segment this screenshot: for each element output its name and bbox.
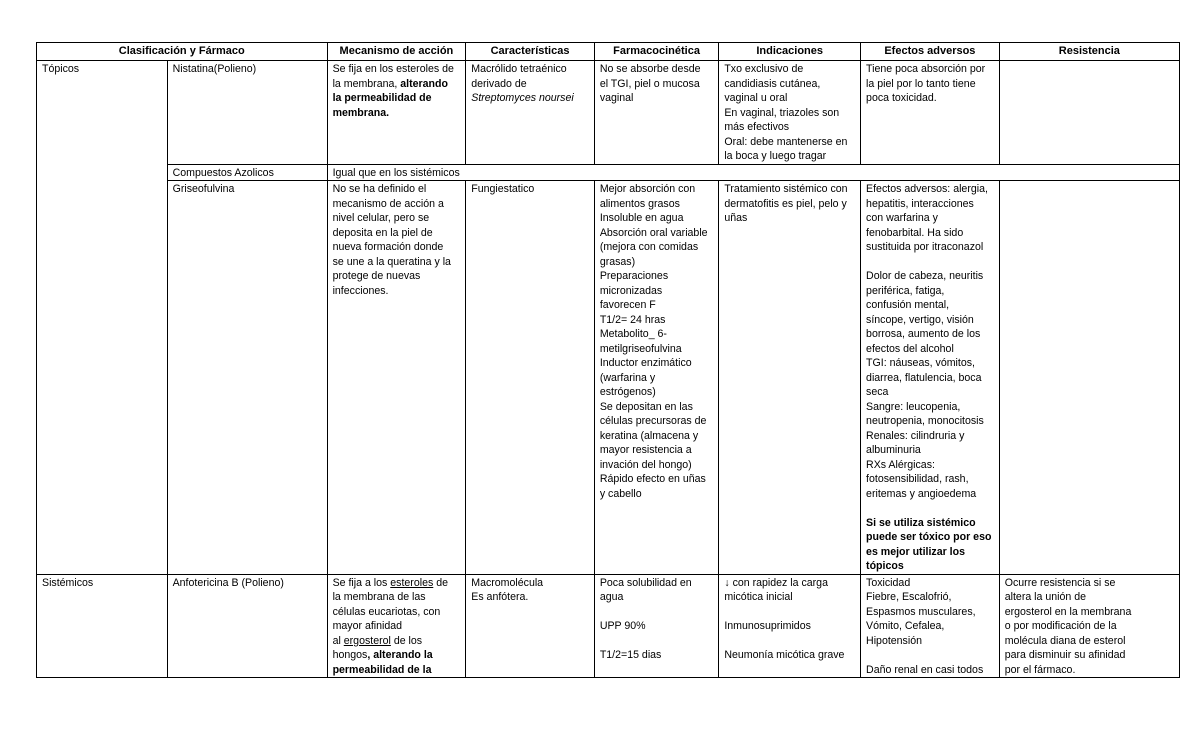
group-sistemicos: Sistémicos	[37, 574, 168, 678]
header-resistencia: Resistencia	[999, 43, 1179, 61]
anfotericina-caracteristicas: Macromolécula Es anfótera.	[466, 574, 595, 678]
griseofulvina-efectos: Efectos adversos: alergia, hepatitis, interacciones con warfarina y fenobarbital. Ha sido sustituida por itraconazol Dolor de cabeza, neuritis periférica, fatiga, confusión mental, síncope, vertigo, visión borrosa, aumento de los efectos del alcohol TGI: náuseas, vómitos, diarrea, flatulencia, boca seca Sangre: leucopenia, neutropenia, monocitosis Renales: cilindruria y albuminuria RXs Alérgicas: fotosensibilidad, rash, eritemas y angioedema Si se utiliza sistémico puede ser tóxico por eso es mejor utilizar los tópicos	[861, 181, 1000, 575]
table-row-nistatina	[37, 61, 1180, 165]
table-row-griseofulvina	[37, 181, 1180, 575]
anfotericina-resistencia: Ocurre resistencia si se altera la unión de ergosterol en la membrana o por modificación de la molécula diana de esterol para disminuir su afinidad por el fármaco.	[999, 574, 1179, 678]
nistatina-caracteristicas: Macrólido tetraénico derivado de Streptomyces noursei	[466, 61, 595, 165]
griseofulvina-farmacocinetica: Mejor absorción con alimentos grasos Insoluble en agua Absorción oral variable (mejora con comidas grasas) Preparaciones micronizadas favorecen F T1/2= 24 hras Metabolito_ 6- metilgriseofulvina Inductor enzimático (warfarina y estrógenos) Se depositan en las células precursoras de keratina (almacena y mayor resistencia a invación del hongo) Rápido efecto en uñas y cabello	[594, 181, 719, 575]
anfotericina-farmacocinetica: Poca solubilidad en agua UPP 90% T1/2=15 dias	[594, 574, 719, 678]
header-row	[37, 43, 1180, 61]
azolicos-mecanismo: Igual que en los sistémicos	[327, 164, 1179, 181]
header-efectos: Efectos adversos	[861, 43, 1000, 61]
nistatina-efectos: Tiene poca absorción por la piel por lo tanto tiene poca toxicidad.	[861, 61, 1000, 165]
pharmacology-table	[36, 42, 1180, 678]
drug-griseofulvina: Griseofulvina	[167, 181, 327, 575]
anfotericina-indicaciones: ↓ con rapidez la carga micótica inicial Inmunosuprimidos Neumonía micótica grave	[719, 574, 861, 678]
anfotericina-mecanismo: Se fija a los esteroles de la membrana de las células eucariotas, con mayor afinidad al ergosterol de los hongos, alterando la permeabilidad de la	[327, 574, 466, 678]
drug-nistatina: Nistatina(Polieno)	[167, 61, 327, 165]
table-row-anfotericina	[37, 574, 1180, 678]
drug-azolicos: Compuestos Azolicos	[167, 164, 327, 181]
table-row-azolicos	[37, 164, 1180, 181]
anfotericina-efectos: Toxicidad Fiebre, Escalofrió, Espasmos musculares, Vómito, Cefalea, Hipotensión Daño renal en casi todos	[861, 574, 1000, 678]
nistatina-resistencia	[999, 61, 1179, 165]
griseofulvina-indicaciones: Tratamiento sistémico con dermatofitis es piel, pelo y uñas	[719, 181, 861, 575]
griseofulvina-resistencia	[999, 181, 1179, 575]
header-clasificacion: Clasificación y Fármaco	[37, 43, 328, 61]
nistatina-farmacocinetica: No se absorbe desde el TGI, piel o mucosa vaginal	[594, 61, 719, 165]
header-caracteristicas: Características	[466, 43, 595, 61]
group-topicos: Tópicos	[37, 61, 168, 575]
header-farmacocinetica: Farmacocinética	[594, 43, 719, 61]
nistatina-mecanismo: Se fija en los esteroles de la membrana, alterando la permeabilidad de membrana.	[327, 61, 466, 165]
header-indicaciones: Indicaciones	[719, 43, 861, 61]
nistatina-indicaciones: Txo exclusivo de candidiasis cutánea, vaginal u oral En vaginal, triazoles son más efectivos Oral: debe mantenerse en la boca y luego tragar	[719, 61, 861, 165]
drug-anfotericina: Anfotericina B (Polieno)	[167, 574, 327, 678]
griseofulvina-mecanismo: No se ha definido el mecanismo de acción a nivel celular, pero se deposita en la piel de nueva formación donde se une a la queratina y la protege de nuevas infecciones.	[327, 181, 466, 575]
griseofulvina-caracteristicas: Fungiestatico	[466, 181, 595, 575]
header-mecanismo: Mecanismo de acción	[327, 43, 466, 61]
